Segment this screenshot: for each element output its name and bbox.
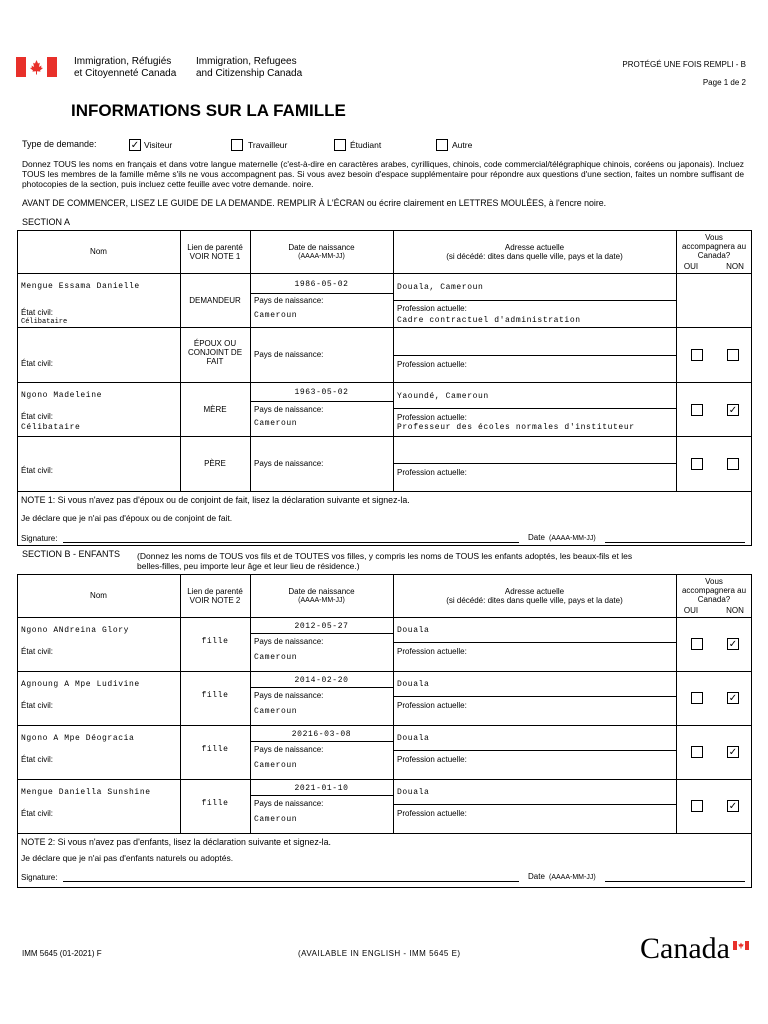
- b4-date[interactable]: 2021-01-10: [294, 784, 349, 793]
- b3-date[interactable]: 20216-03-08: [291, 730, 352, 739]
- b1-lien[interactable]: fille: [201, 637, 229, 646]
- b2-oui-checkbox[interactable]: [691, 692, 703, 704]
- b2-non-checkbox[interactable]: ✓: [728, 693, 738, 704]
- signature-1-line[interactable]: [63, 542, 519, 543]
- note-2: NOTE 2: Si vous n'avez pas d'enfants, lisez la déclaration suivante et signez-la.: [21, 837, 331, 847]
- b4-pays[interactable]: Cameroun: [254, 815, 298, 824]
- b1-nom[interactable]: Ngono ANdreina Glory: [21, 626, 130, 635]
- a2-prof-label: Profession actuelle:: [397, 360, 467, 369]
- a3-lien: MÈRE: [203, 405, 227, 414]
- a4-lien: PÈRE: [204, 459, 226, 468]
- b2-etat-label: État civil:: [21, 701, 54, 710]
- etudiant-label: Étudiant: [350, 140, 382, 150]
- b4-lien[interactable]: fille: [201, 799, 229, 808]
- a3-etat[interactable]: Célibataire: [21, 423, 81, 432]
- col-adresse: Adresse actuelle (si décédé: dites dans quelle ville, pays et la date): [446, 243, 623, 261]
- autre-label: Autre: [452, 140, 473, 150]
- a3-date[interactable]: 1963-05-02: [294, 388, 349, 397]
- b2-nom[interactable]: Agnoung A Mpe Ludivine: [21, 680, 140, 689]
- a3-non-checkbox[interactable]: ✓: [728, 405, 738, 416]
- section-b-intro-2: belles-filles, peu importe leur âge et leur lieu de résidence.): [137, 561, 360, 571]
- a4-oui-checkbox[interactable]: [691, 458, 703, 470]
- b1-etat-label: État civil:: [21, 647, 54, 656]
- b3-etat-label: État civil:: [21, 755, 54, 764]
- a4-pays-label: Pays de naissance:: [254, 459, 324, 468]
- section-b-table: [17, 574, 752, 888]
- page-number: Page 1 de 2: [702, 78, 746, 87]
- a1-pays-label: Pays de naissance:: [254, 296, 324, 305]
- b3-prof-label: Profession actuelle:: [397, 755, 467, 764]
- a2-oui-checkbox[interactable]: [691, 349, 703, 361]
- visiteur-checkbox[interactable]: ✓: [130, 140, 140, 151]
- b2-pays-label: Pays de naissance:: [254, 691, 324, 700]
- signature-2-label: Signature:: [21, 873, 58, 882]
- canada-flag-icon: [16, 57, 57, 77]
- b-col-lien: Lien de parenté VOIR NOTE 2: [187, 587, 243, 605]
- b4-pays-label: Pays de naissance:: [254, 799, 324, 808]
- date-1-label: Date: [528, 533, 545, 542]
- b1-prof-label: Profession actuelle:: [397, 647, 467, 656]
- date-2-line[interactable]: [605, 881, 745, 882]
- declaration-2: Je déclare que je n'ai pas d'enfants naturels ou adoptés.: [21, 853, 234, 863]
- b2-pays[interactable]: Cameroun: [254, 707, 298, 716]
- col-oui: OUI: [683, 262, 699, 271]
- b4-nom[interactable]: Mengue Daniella Sunshine: [21, 788, 151, 797]
- b4-oui-checkbox[interactable]: [691, 800, 703, 812]
- b4-prof-label: Profession actuelle:: [397, 809, 467, 818]
- b-col-adresse: Adresse actuelle (si décédé: dites dans quelle ville, pays et la date): [446, 587, 623, 605]
- a2-pays-label: Pays de naissance:: [254, 350, 324, 359]
- a4-etat-label: État civil:: [21, 466, 54, 475]
- date-2-label: Date: [528, 872, 545, 881]
- a4-prof-label: Profession actuelle:: [397, 468, 467, 477]
- b-col-nom: Nom: [90, 591, 107, 600]
- a1-etat-label: État civil:: [21, 308, 54, 317]
- date-1-line[interactable]: [605, 542, 745, 543]
- page-title: INFORMATIONS SUR LA FAMILLE: [71, 101, 346, 120]
- english-version-note: (AVAILABLE IN ENGLISH - IMM 5645 E): [298, 949, 461, 958]
- a1-pays[interactable]: Cameroun: [254, 311, 298, 320]
- a3-pays[interactable]: Cameroun: [254, 419, 298, 428]
- a3-adresse[interactable]: Yaoundé, Cameroun: [397, 392, 489, 401]
- form-number: IMM 5645 (01-2021) F: [22, 949, 102, 958]
- a3-oui-checkbox[interactable]: [691, 404, 703, 416]
- b1-oui-checkbox[interactable]: [691, 638, 703, 650]
- a2-etat-label: État civil:: [21, 359, 54, 368]
- a3-profession[interactable]: Professeur des écoles normales d'instituteur: [397, 423, 635, 432]
- a2-non-checkbox[interactable]: [727, 349, 739, 361]
- instructions-before-start: AVANT DE COMMENCER, LISEZ LE GUIDE DE LA DEMANDE. REMPLIR À L'ÉCRAN ou écrire clairement en LETTRES MOULÉES, à l'encre noire.: [22, 198, 607, 208]
- section-b-title: SECTION B - ENFANTS: [22, 549, 121, 559]
- a3-prof-label: Profession actuelle:: [397, 413, 467, 422]
- declaration-1: Je déclare que je n'ai pas d'époux ou de conjoint de fait.: [21, 513, 233, 523]
- travailleur-checkbox[interactable]: [231, 139, 243, 151]
- b3-nom[interactable]: Ngono A Mpe Déogracia: [21, 734, 135, 743]
- signature-1-label: Signature:: [21, 534, 58, 543]
- protection-label: PROTÉGÉ UNE FOIS REMPLI - B: [622, 60, 746, 69]
- a2-lien: ÉPOUX OU CONJOINT DE FAIT: [187, 339, 243, 366]
- b3-lien[interactable]: fille: [201, 745, 229, 754]
- section-a-title: SECTION A: [22, 217, 71, 227]
- dept-name-en: Immigration, Refugees and Citizenship Canada: [196, 56, 303, 79]
- b-col-accompagne: Vous accompagnera au Canada?: [681, 577, 747, 604]
- col-non: NON: [726, 262, 744, 271]
- b2-adresse[interactable]: Douala: [397, 680, 430, 689]
- col-lien: Lien de parenté VOIR NOTE 1: [187, 243, 243, 261]
- b2-date[interactable]: 2014-02-20: [294, 676, 349, 685]
- a1-profession[interactable]: Cadre contractuel d'administration: [397, 316, 581, 325]
- note-1: NOTE 1: Si vous n'avez pas d'époux ou de conjoint de fait, lisez la déclaration suivante et signez-la.: [21, 495, 410, 505]
- b2-prof-label: Profession actuelle:: [397, 701, 467, 710]
- b4-adresse[interactable]: Douala: [397, 788, 430, 797]
- b1-adresse[interactable]: Douala: [397, 626, 430, 635]
- b-col-date: Date de naissance (AAAA-MM-JJ): [288, 587, 355, 604]
- col-accompagne: Vous accompagnera au Canada?: [681, 233, 747, 260]
- wordmark-flag-icon: [733, 937, 749, 946]
- date-1-format: (AAAA-MM-JJ): [549, 535, 596, 542]
- dept-name-fr: Immigration, Réfugiés et Citoyenneté Canada: [74, 56, 177, 79]
- b1-pays[interactable]: Cameroun: [254, 653, 298, 662]
- a4-non-checkbox[interactable]: [727, 458, 739, 470]
- b-col-non: NON: [726, 606, 744, 615]
- b1-pays-label: Pays de naissance:: [254, 637, 324, 646]
- a1-adresse[interactable]: Douala, Cameroun: [397, 283, 484, 292]
- b3-non-checkbox[interactable]: ✓: [728, 747, 738, 758]
- a1-etat[interactable]: Célibataire: [21, 318, 68, 326]
- section-b-intro-1: (Donnez les noms de TOUS vos fils et de TOUTES vos filles, y compris les noms de TOUS les enfants adoptés, les beaux-fils et les: [137, 551, 633, 561]
- a3-pays-label: Pays de naissance:: [254, 405, 324, 414]
- col-date: Date de naissance (AAAA-MM-JJ): [288, 243, 355, 260]
- a3-nom[interactable]: Ngono Madeleine: [21, 391, 103, 400]
- b3-pays-label: Pays de naissance:: [254, 745, 324, 754]
- visiteur-label: Visiteur: [144, 140, 173, 150]
- canada-wordmark: Canada: [640, 932, 730, 965]
- col-nom: Nom: [90, 247, 107, 256]
- b3-pays[interactable]: Cameroun: [254, 761, 298, 770]
- b4-non-checkbox[interactable]: ✓: [728, 801, 738, 812]
- autre-checkbox[interactable]: [436, 139, 448, 151]
- b3-oui-checkbox[interactable]: [691, 746, 703, 758]
- section-a-table: [17, 230, 752, 546]
- a1-date[interactable]: 1986-05-02: [294, 280, 349, 289]
- b1-non-checkbox[interactable]: ✓: [728, 639, 738, 650]
- b3-adresse[interactable]: Douala: [397, 734, 430, 743]
- date-2-format: (AAAA-MM-JJ): [549, 874, 596, 881]
- demande-label: Type de demande:: [22, 139, 97, 149]
- a3-etat-label: État civil:: [21, 412, 54, 421]
- a1-lien: DEMANDEUR: [189, 296, 241, 305]
- b2-lien[interactable]: fille: [201, 691, 229, 700]
- etudiant-checkbox[interactable]: [334, 139, 346, 151]
- signature-2-line[interactable]: [63, 881, 519, 882]
- travailleur-label: Travailleur: [248, 140, 288, 150]
- a1-prof-label: Profession actuelle:: [397, 304, 467, 313]
- a1-nom[interactable]: Mengue Essama Danielle: [21, 282, 140, 291]
- b4-etat-label: État civil:: [21, 809, 54, 818]
- instructions-paragraph: Donnez TOUS les noms en français et dans votre langue maternelle (c'est-à-dire en caractères arabes, cyrilliques, chinois, code commercial/télégraphique chinois, coréens ou japonais). Incluez TOUS les membres de la famille même s'ils ne vous accompagnent pas. Si vous avez besoin d'espace supplémentaire pour répondre aux questions d'une section, faites un nombre suffisant de photocopies de la section, puis incluez cette feuille avec votre demande. noire.: [22, 159, 744, 189]
- b-col-oui: OUI: [683, 606, 699, 615]
- b1-date[interactable]: 2012-05-27: [294, 622, 349, 631]
